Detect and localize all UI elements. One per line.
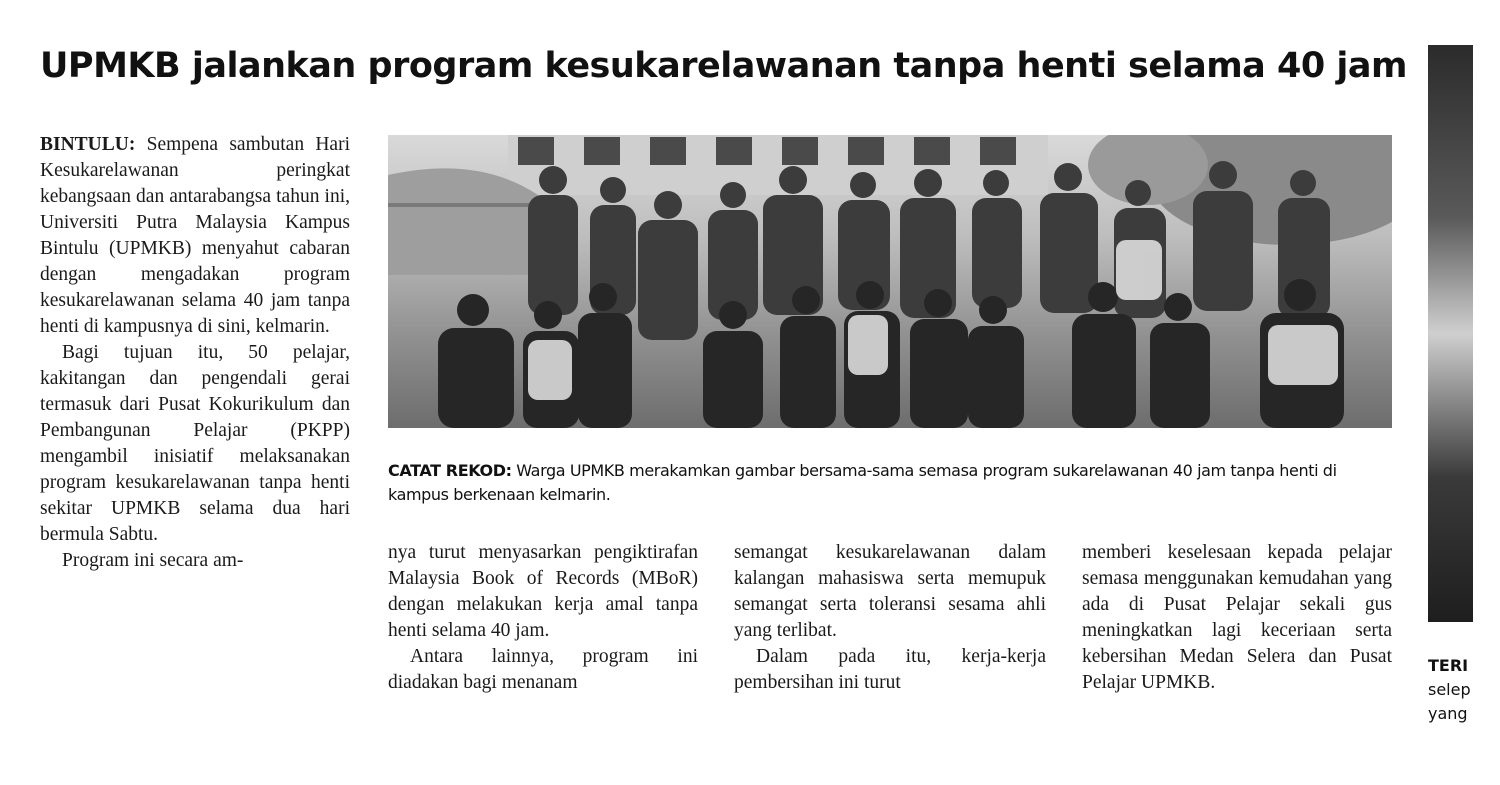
dateline: BINTULU: bbox=[40, 134, 136, 155]
article-column-1 bbox=[40, 132, 350, 574]
paragraph: semangat kesukarelawanan dalam kalangan mahasiswa serta memupuk semangat serta toleransi sesama ahli yang terlibat. bbox=[734, 542, 1046, 641]
paragraph: Antara lainnya, program ini diadakan bagi menanam bbox=[388, 646, 698, 693]
group-photo-illustration bbox=[388, 135, 1392, 428]
paragraph: Dalam pada itu, kerja-kerja pembersihan ini turut bbox=[734, 646, 1046, 693]
adjacent-caption bbox=[1428, 654, 1488, 726]
adjacent-caption-label: TERI bbox=[1428, 656, 1469, 675]
paragraph: nya turut menyasarkan pengiktirafan Malaysia Book of Records (MBoR) dengan melakukan kerja amal tanpa henti selama 40 jam. bbox=[388, 542, 698, 641]
group-photo bbox=[388, 135, 1392, 428]
adjacent-caption-line: yang bbox=[1428, 704, 1468, 723]
paragraph bbox=[40, 132, 350, 340]
article-column-3 bbox=[734, 540, 1046, 696]
paragraph: Bagi tujuan itu, 50 pelajar, kakitangan dan pengendali gerai termasuk dari Pusat Kokurikulum dan Pembangunan Pelajar (PKPP) mengambil inisiatif melaksanakan program kesukarelawanan tanpa henti sekitar UPMKB selama dua hari bermula Sabtu. bbox=[40, 342, 350, 545]
paragraph: memberi keselesaan kepada pelajar semasa menggunakan kemudahan yang ada di Pusat Pelajar sekali gus meningkatkan lagi keceriaan serta kebersihan Medan Selera dan Pusat Pelajar UPMKB. bbox=[1082, 542, 1392, 693]
caption-label: CATAT REKOD: bbox=[388, 461, 512, 480]
paragraph: Program ini secara am- bbox=[62, 550, 244, 571]
adjacent-photo-strip bbox=[1428, 45, 1473, 622]
article-column-4 bbox=[1082, 540, 1392, 696]
caption-text: Warga UPMKB merakamkan gambar bersama-sama semasa program sukarelawanan 40 jam tanpa henti di kampus berkenaan kelmarin. bbox=[388, 461, 1337, 504]
photo-caption bbox=[388, 459, 1392, 507]
paragraph-text: Sempena sambutan Hari Kesukarelawanan peringkat kebangsaan dan antarabangsa tahun ini, Universiti Putra Malaysia Kampus Bintulu (UPMKB) menyahut cabaran dengan mengadakan program kesukarelawanan selama 40 jam tanpa henti di kampusnya di sini, kelmarin. bbox=[40, 134, 350, 337]
adjacent-caption-line: selep bbox=[1428, 680, 1471, 699]
headline: UPMKB jalankan program kesukarelawanan tanpa henti selama 40 jam bbox=[40, 46, 1407, 86]
article-column-2 bbox=[388, 540, 698, 696]
